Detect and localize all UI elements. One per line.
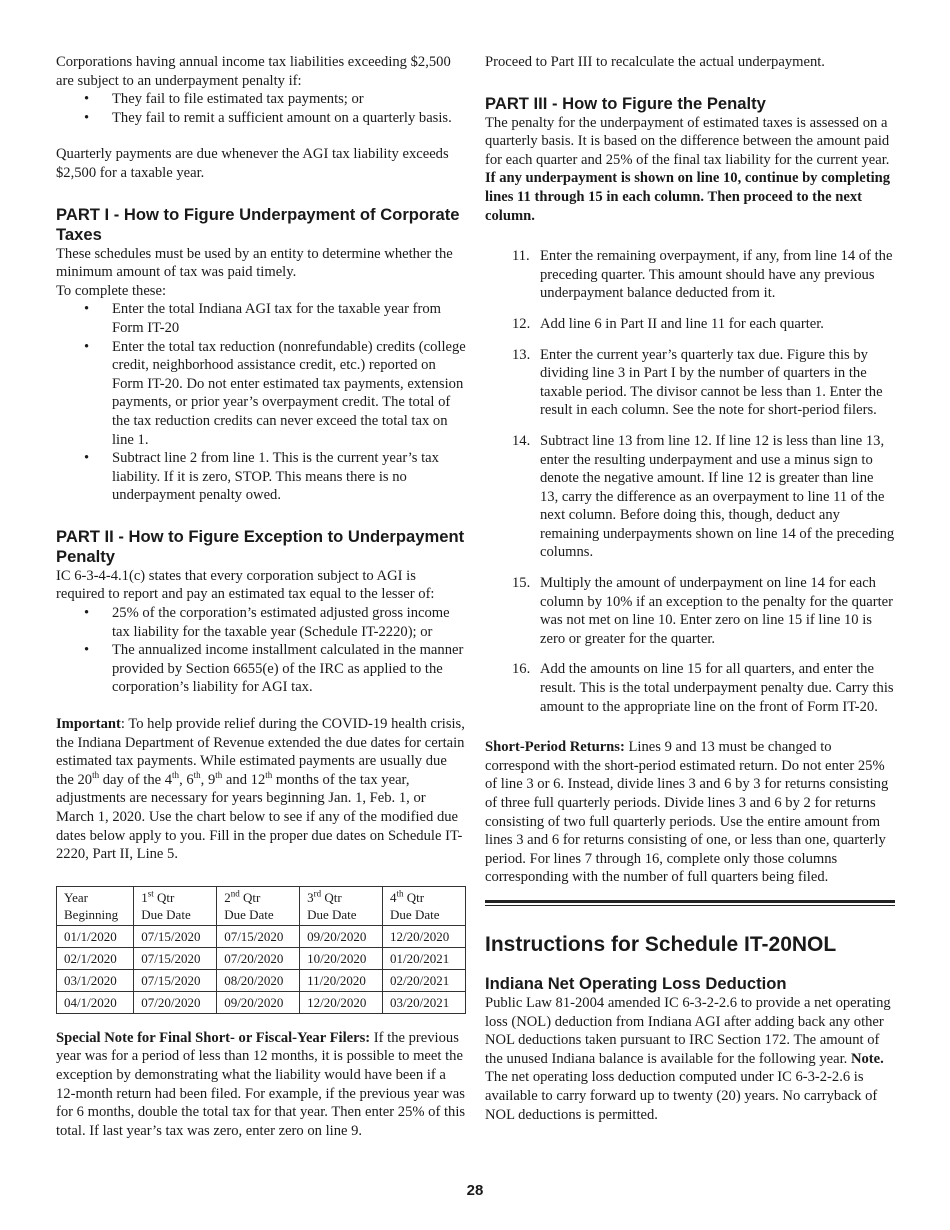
part1-bullet: • Enter the total Indiana AGI tax for the taxable year from Form IT-20: [56, 300, 466, 337]
nol-paragraph: Public Law 81-2004 amended IC 6-3-2-2.6 to provide a net operating loss (NOL) deduction from Indiana AGI after adding back any other NOL deductions taken pursuant to IRC Section 172. The amount of the unused Indiana balance is available for the following year. Note. The net operating loss deduction computed under IC 6-3-2-2.6 is available to carry forward up to twenty (20) years. No carryback of NOL deductions is permitted.: [485, 994, 891, 1123]
right-column: [485, 53, 895, 1124]
intro-paragraph: Corporations having annual income tax liabilities exceeding $2,500 are subject to an underpayment penalty if:: [56, 54, 451, 89]
part3-heading: PART III - How to Figure the Penalty: [485, 93, 766, 113]
table-cell: 07/15/2020: [134, 925, 217, 947]
table-cell: 11/20/2020: [300, 969, 383, 991]
step-item: 15. Multiply the amount of underpayment on line 14 for each column by 10% if an exception to the penalty for the quarter was not met on line 10. Enter zero on line 15 if line 10 is zero or greater for the quarter.: [512, 575, 893, 647]
table-cell: 09/20/2020: [300, 925, 383, 947]
short-period-paragraph: Short-Period Returns: Lines 9 and 13 must be changed to correspond with the short-period estimated return. Do not enter 25% of line 3 or 6. Instead, divide lines 3 and 6 by 3 for returns consisting of three full quarterly periods. Divide lines 3 and 6 by 2 for returns consisting of two full quarterly periods. Use the entire amount from lines 3 and 6 for returns consisting of one, or less than one, quarterly period. For lines 7 through 16, complete only those columns corresponding with the number of full quarters being filed.: [485, 739, 889, 886]
quarterly-paragraph: Quarterly payments are due whenever the AGI tax liability exceeds $2,500 for a taxable year.: [56, 146, 449, 181]
table-cell: 04/1/2020: [57, 991, 134, 1013]
table-row: [57, 991, 466, 1013]
special-note-label: Special Note for Final Short- or Fiscal-Year Filers:: [56, 1029, 371, 1046]
table-header-cell: 4th Qtr Due Date: [383, 886, 466, 925]
part1-bullet: • Subtract line 2 from line 1. This is the current year’s tax liability. If it is zero, STOP. This means there is no underpayment penalty owed.: [56, 449, 466, 505]
part2-paragraph: IC 6-3-4-4.1(c) states that every corporation subject to AGI is required to report and pay an estimated tax equal to the lesser of:: [56, 567, 435, 603]
nol-heading: Instructions for Schedule IT-20NOL: [485, 932, 837, 956]
table-cell: 08/20/2020: [217, 969, 300, 991]
table-cell: 07/15/2020: [217, 925, 300, 947]
table-header-cell: 3rd Qtr Due Date: [300, 886, 383, 925]
intro-bullet: • They fail to file estimated tax payments; or: [56, 90, 466, 109]
table-cell: 07/20/2020: [217, 947, 300, 969]
table-row: [57, 947, 466, 969]
table-cell: 07/20/2020: [134, 991, 217, 1013]
short-period-label: Short-Period Returns:: [485, 739, 625, 756]
table-header-row: [57, 886, 466, 925]
table-cell: 07/15/2020: [134, 947, 217, 969]
intro-bullet-list: [56, 90, 466, 127]
special-note-paragraph: Special Note for Final Short- or Fiscal-Year Filers: If the previous year was for a period of less than 12 months, it is possible to meet the exception by demonstrating what the liability would have been if a 12-month return had been filed. For example, if the previous year was for 6 months, double the total tax for that year. Then enter 25% of this total. If last year’s tax was zero, enter zero on line 9.: [56, 1029, 466, 1139]
part1-to-complete: To complete these:: [56, 282, 167, 299]
table-cell: 09/20/2020: [217, 991, 300, 1013]
step-item: 16. Add the amounts on line 15 for all quarters, and enter the result. This is the total underpayment penalty due. Carry this amount to the appropriate line on the front of Form IT-20.: [512, 661, 894, 715]
part2-bullet: • 25% of the corporation’s estimated adjusted gross income tax liability for the taxable year (Schedule IT-2220); or: [56, 604, 466, 641]
table-header-cell: Year Beginning: [57, 886, 134, 925]
step-item: 12. Add line 6 in Part II and line 11 for each quarter.: [512, 315, 824, 332]
table-cell: 01/20/2021: [383, 947, 466, 969]
section-divider: [485, 900, 895, 906]
part3-bold-instruction: If any underpayment is shown on line 10, continue by completing lines 11 through 15 in each column. Then proceed to the next column.: [485, 170, 891, 224]
due-date-table: [56, 886, 466, 1014]
nol-note-label: Note.: [850, 1050, 884, 1067]
nol-subheading: Indiana Net Operating Loss Deduction: [485, 973, 787, 993]
table-cell: 12/20/2020: [300, 991, 383, 1013]
table-cell: 02/1/2020: [57, 947, 134, 969]
table-header-cell: 2nd Qtr Due Date: [217, 886, 300, 925]
table-row: [57, 925, 466, 947]
table-row: [57, 969, 466, 991]
step-item: 13. Enter the current year’s quarterly tax due. Figure this by dividing line 3 in Part I by the number of quarters in the taxable period. The divisor cannot be less than 1. Enter the result in each column. See the note for short-period filers.: [512, 346, 883, 419]
table-header-cell: 1st Qtr Due Date: [134, 886, 217, 925]
important-label: Important: [56, 716, 121, 733]
table-cell: 10/20/2020: [300, 947, 383, 969]
part1-bullet: • Enter the total tax reduction (nonrefundable) credits (college credit, neighborhood assistance credit, etc.) reported on Form IT-20. Do not enter estimated tax payments, extension payments, or prior year’s overpayment credit. The total of the tax reduction credits can never exceed the total tax on line 1.: [56, 338, 466, 450]
part3-paragraph: The penalty for the underpayment of estimated taxes is assessed on a quarterly basis. It is based on the difference between the amount paid for each quarter and 25% of the final tax liability for the current year. If any underpayment is shown on line 10, continue by completing lines 11 through 15 in each column. Then proceed to the next column.: [485, 114, 891, 224]
table-cell: 02/20/2021: [383, 969, 466, 991]
page-number: 28: [466, 1182, 484, 1199]
left-column: [56, 53, 466, 1140]
table-cell: 12/20/2020: [383, 925, 466, 947]
penalty-steps-list: [485, 247, 895, 716]
part1-heading: PART I - How to Figure Underpayment of Corporate Taxes: [56, 204, 460, 244]
step-item: 11. Enter the remaining overpayment, if any, from line 14 of the preceding quarter. This amount should have any previous underpayment balance deducted from it.: [512, 248, 893, 302]
important-paragraph: Important: To help provide relief during the COVID-19 health crisis, the Indiana Department of Revenue extended the due dates for certain estimated tax payments. While estimated payments are usually due the 20th day of the 4th, 6th, 9th and 12th months of the tax year, adjustments are necessary for years beginning Jan. 1, Feb. 1, or March 1, 2020. Use the chart below to see if any of the modified due dates below apply to you. Fill in the proper due dates on Schedule IT-2220, Part II, Line 5.: [56, 716, 465, 863]
intro-bullet: • They fail to remit a sufficient amount on a quarterly basis.: [56, 109, 466, 128]
part1-bullet-list: [56, 300, 466, 505]
part2-bullet-list: [56, 604, 466, 697]
table-cell: 03/1/2020: [57, 969, 134, 991]
part2-heading: PART II - How to Figure Exception to Underpayment Penalty: [56, 526, 465, 566]
part1-paragraph: These schedules must be used by an entity to determine whether the minimum amount of tax was paid timely.: [56, 245, 453, 281]
part2-bullet: • The annualized income installment calculated in the manner provided by Section 6655(e) of the IRC as applied to the corporation’s liability for AGI tax.: [56, 641, 466, 697]
table-cell: 07/15/2020: [134, 969, 217, 991]
table-cell: 03/20/2021: [383, 991, 466, 1013]
step-item: 14. Subtract line 13 from line 12. If line 12 is less than line 13, enter the resulting underpayment and use a minus sign to denote the negative amount. If line 12 is greater than line 13, carry the difference as an overpayment to line 11 of the next column. Before doing this, though, deduct any remaining underpayments shown on line 14 of the preceding columns.: [512, 432, 895, 561]
table-cell: 01/1/2020: [57, 925, 134, 947]
proceed-paragraph: Proceed to Part III to recalculate the actual underpayment.: [485, 54, 825, 70]
